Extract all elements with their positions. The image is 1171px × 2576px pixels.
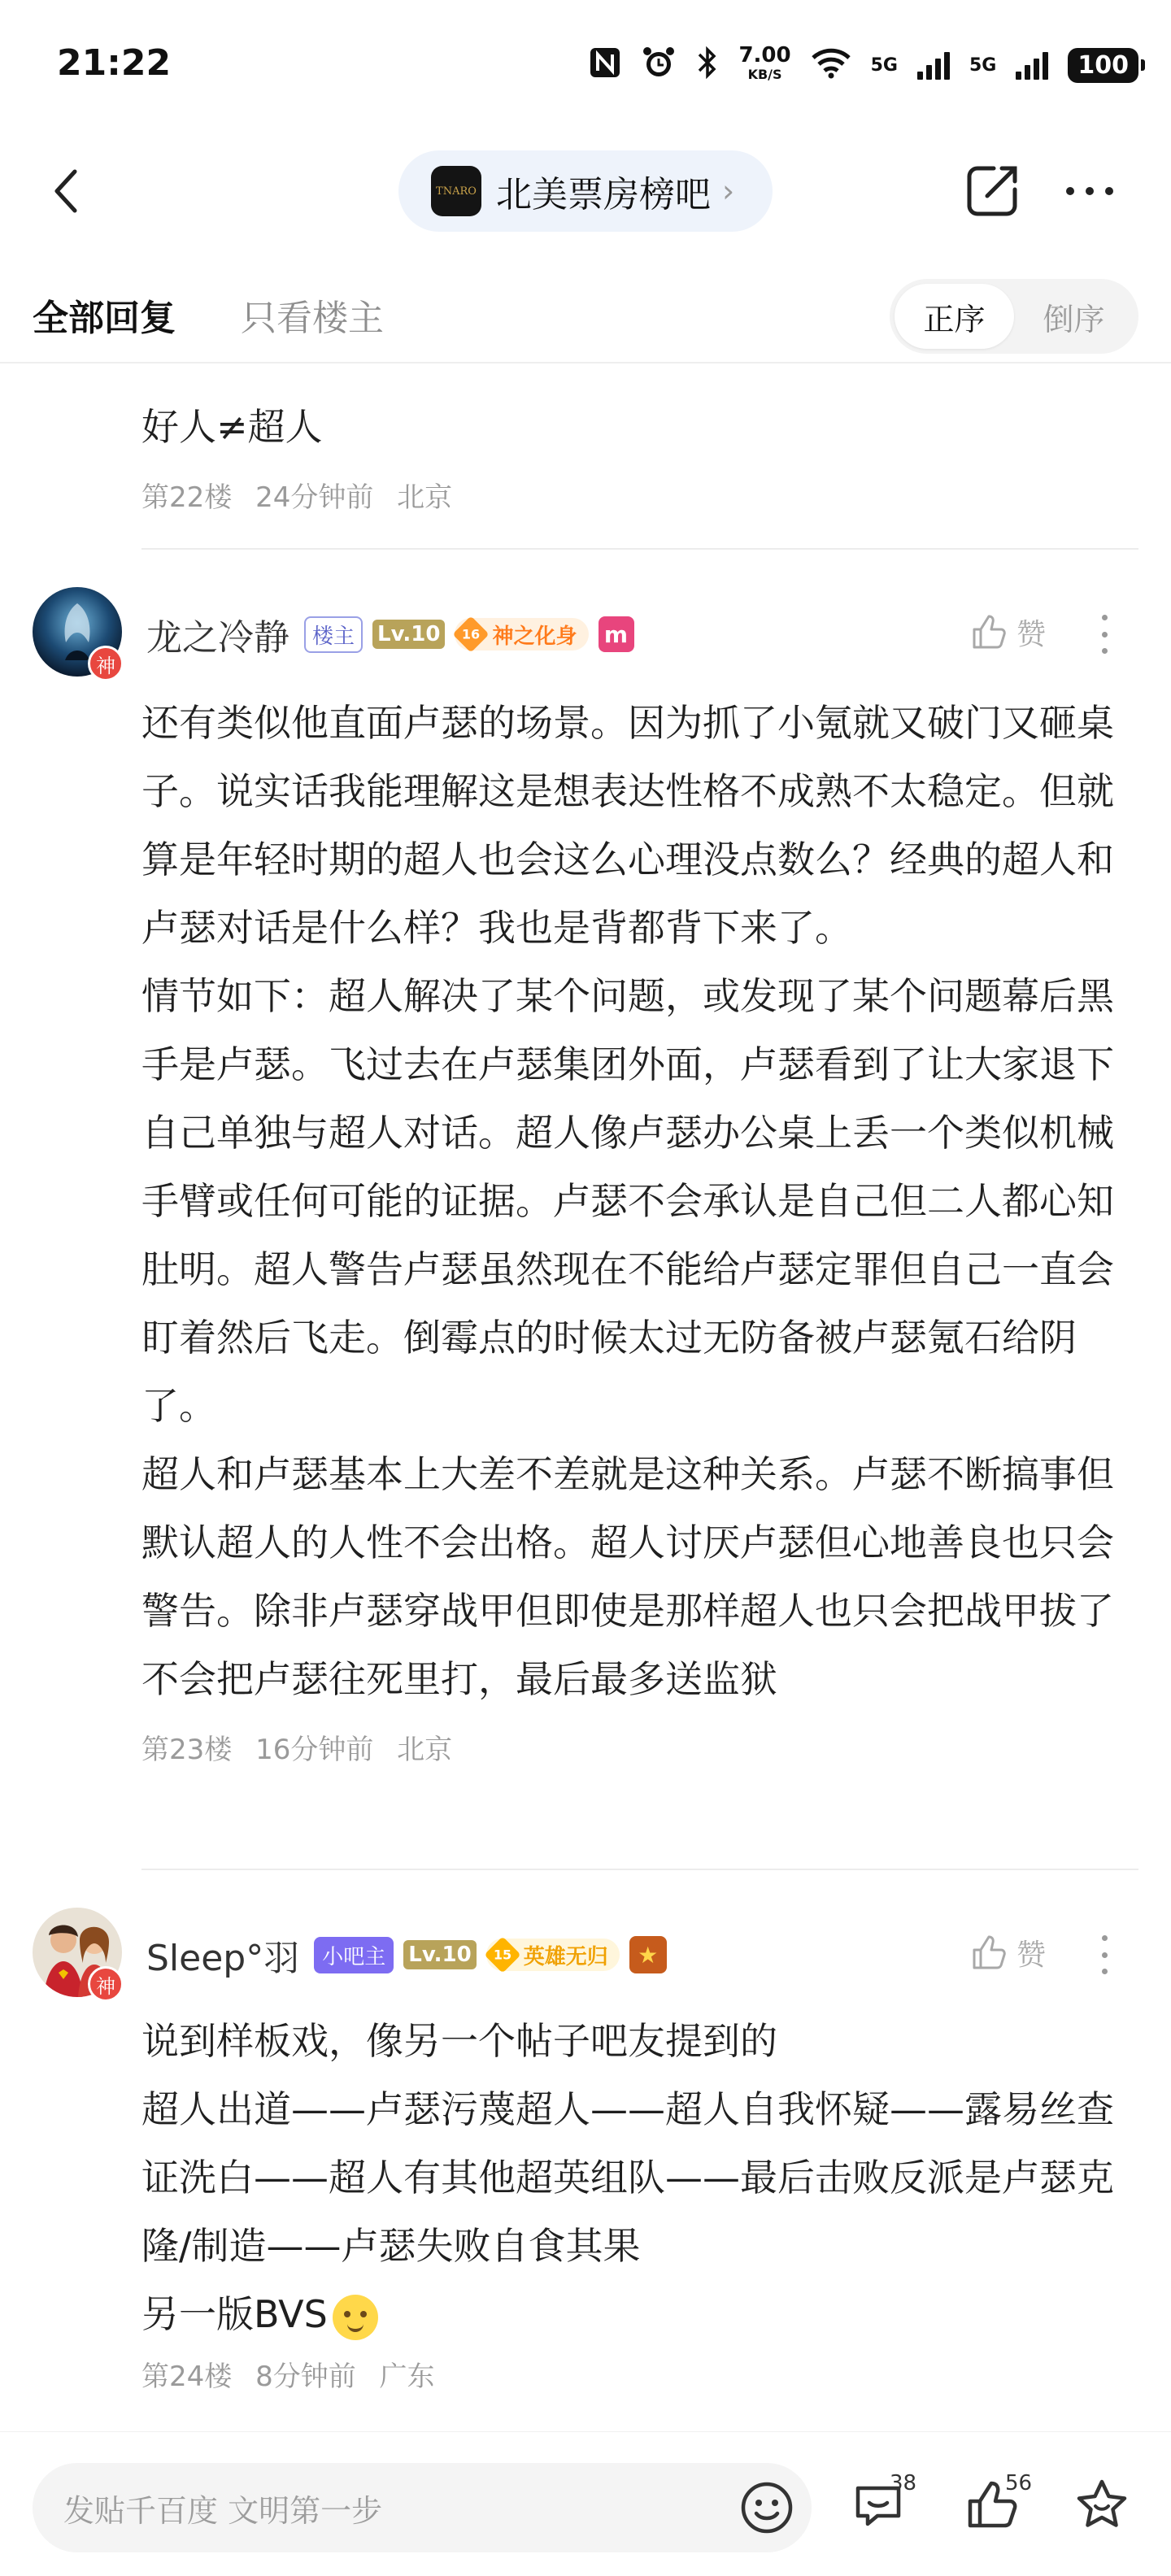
- more-dot-icon: [1102, 632, 1108, 637]
- emoji-smile-icon: [738, 2479, 795, 2536]
- post-paragraph-with-emoji: [141, 2280, 1138, 2348]
- member-badge-icon: m: [599, 616, 634, 652]
- status-bar: [0, 0, 1171, 122]
- post-meta: [141, 479, 1138, 516]
- reply-filter-bar: [0, 272, 1171, 363]
- post-floor: 第22楼: [141, 481, 233, 514]
- smiling-face-emoji-icon: [333, 2295, 378, 2340]
- top-nav-bar: [0, 142, 1171, 240]
- divider: [141, 1869, 1138, 1870]
- order-desc-button[interactable]: 倒序: [1043, 301, 1105, 337]
- post-meta: [141, 2358, 1138, 2395]
- like-count: 56: [1005, 2471, 1033, 2496]
- user-info: [146, 1932, 667, 1978]
- signal-bars-2-icon: [1016, 50, 1048, 80]
- avatar-god-badge: 神: [88, 646, 124, 681]
- signal-5g-label-1: 5G: [870, 54, 898, 76]
- order-toggle: [890, 279, 1138, 354]
- more-dot-icon: [1102, 648, 1108, 654]
- forum-name: 北美票房榜吧: [496, 174, 711, 215]
- alarm-icon: [641, 45, 677, 86]
- forum-entry-button[interactable]: [398, 150, 773, 232]
- shield-badge-icon: ★: [629, 1936, 667, 1973]
- back-arrow-icon: [47, 165, 83, 217]
- chevron-right-icon: ›: [722, 173, 735, 209]
- favorite-button[interactable]: [1061, 2465, 1143, 2546]
- like-button[interactable]: [969, 1932, 1046, 1973]
- comment-count: 38: [890, 2471, 917, 2496]
- honor-badge: [486, 1939, 620, 1971]
- network-speed-value: 7.00: [738, 43, 791, 67]
- like-label: 赞: [1016, 1939, 1047, 1972]
- more-dot-icon: [1105, 187, 1113, 195]
- divider: [141, 548, 1138, 550]
- network-speed-unit: KB/S: [747, 67, 782, 82]
- previous-post-tail: [141, 393, 1138, 516]
- share-edit-button[interactable]: [961, 160, 1023, 222]
- bluetooth-icon: [696, 45, 719, 86]
- order-asc-button[interactable]: 正序: [895, 284, 1014, 349]
- post-time: 24分钟前: [255, 481, 374, 514]
- signal-bars-1-icon: [917, 50, 950, 80]
- like-label: 赞: [1016, 618, 1047, 651]
- thumb-up-icon: [969, 1934, 1008, 1973]
- username[interactable]: Sleep°羽: [146, 1938, 300, 1979]
- comments-button[interactable]: [838, 2465, 919, 2546]
- honor-title: 神之化身: [492, 624, 577, 649]
- reply-input[interactable]: [33, 2463, 812, 2552]
- post-more-button[interactable]: [1096, 610, 1112, 659]
- post-paragraph: 另一版BVS: [141, 2292, 328, 2336]
- honor-level-icon: [453, 616, 490, 652]
- post-content: [141, 2007, 1138, 2395]
- user-info: [146, 611, 634, 657]
- post-location: 北京: [397, 1734, 453, 1766]
- more-dot-icon: [1102, 615, 1108, 620]
- post-location: 北京: [397, 481, 453, 514]
- level-badge: Lv.10: [403, 1940, 476, 1969]
- level-badge: Lv.10: [372, 620, 445, 649]
- thumb-up-icon: [969, 613, 1008, 652]
- post-time: 16分钟前: [255, 1734, 374, 1766]
- post-content: [141, 689, 1138, 1769]
- signal-5g-label-2: 5G: [969, 54, 997, 76]
- battery-indicator: 100: [1068, 48, 1138, 83]
- honor-level-icon: [484, 1936, 520, 1973]
- tab-op-only[interactable]: 只看楼主: [241, 298, 384, 339]
- avatar-god-badge: 神: [88, 1966, 124, 2002]
- nfc-icon: [589, 46, 621, 85]
- more-options-button[interactable]: [1053, 160, 1126, 222]
- tab-all-replies[interactable]: 全部回复: [33, 298, 176, 339]
- username[interactable]: 龙之冷静: [146, 617, 289, 659]
- wifi-icon: [811, 46, 851, 85]
- honor-title: 英雄无归: [523, 1944, 608, 1969]
- sub-moderator-tag: 小吧主: [314, 1937, 394, 1973]
- post-floor: 第24楼: [141, 2361, 233, 2393]
- post-location: 广东: [379, 2361, 435, 2393]
- bottom-action-bar: [0, 2431, 1171, 2576]
- emoji-picker-button[interactable]: [738, 2479, 795, 2536]
- post-paragraph: 说到样板戏，像另一个帖子吧友提到的: [141, 2019, 777, 2063]
- post-text-line: 好人≠超人: [141, 405, 323, 449]
- network-speed: [738, 43, 791, 85]
- forum-logo: TNARO: [431, 166, 481, 216]
- back-button[interactable]: [33, 159, 98, 224]
- star-icon: [1073, 2477, 1130, 2534]
- post-more-button[interactable]: [1096, 1930, 1112, 1979]
- honor-level: 16: [462, 626, 481, 642]
- more-dot-icon: [1102, 1935, 1108, 1941]
- post-paragraph: 超人和卢瑟基本上大差不差就是这种关系。卢瑟不断搞事但默认超人的人性不会出格。超人讨厌卢瑟但心地善良也只会警告。除非卢瑟穿战甲但即使是那样超人也只会把战甲拔了不会把卢瑟往死里打，最后最多送监狱: [141, 1452, 1114, 1701]
- more-dot-icon: [1066, 187, 1074, 195]
- post-paragraph: 还有类似他直面卢瑟的场景。因为抓了小氪就又破门又砸桌子。说实话我能理解这是想表达性格不成熟不太稳定。但就算是年轻时期的超人也会这么心理没点数么？经典的超人和卢瑟对话是什么样？我也是背都背下来了。: [141, 701, 1114, 950]
- status-time: 21:22: [57, 42, 172, 84]
- post-paragraph: 情节如下：超人解决了某个问题，或发现了某个问题幕后黑手是卢瑟。飞过去在卢瑟集团外面，卢瑟看到了让大家退下自己单独与超人对话。超人像卢瑟办公桌上丢一个类似机械手臂或任何可能的证据。卢瑟不会承认是自己但二人都心知肚明。超人警告卢瑟虽然现在不能给卢瑟定罪但自己一直会盯着然后飞走。倒霉点的时候太过无防备被卢瑟氪石给阴了。: [141, 974, 1114, 1428]
- post-paragraph: 超人出道——卢瑟污蔑超人——超人自我怀疑——露易丝查证洗白——超人有其他超英组队——最后击败反派是卢瑟克隆/制造——卢瑟失败自食其果: [141, 2087, 1114, 2268]
- more-dot-icon: [1102, 1969, 1108, 1974]
- op-tag: 楼主: [304, 616, 363, 653]
- like-button[interactable]: [969, 611, 1046, 653]
- more-dot-icon: [1086, 187, 1094, 195]
- post-time: 8分钟前: [255, 2361, 356, 2393]
- reply-input-placeholder: 发贴千百度 文明第一步: [63, 2492, 383, 2529]
- thread-like-button[interactable]: [951, 2465, 1033, 2546]
- honor-level: 15: [493, 1947, 511, 1963]
- post-meta: [141, 1731, 1138, 1769]
- honor-badge: [455, 618, 588, 651]
- edit-icon: [961, 160, 1023, 222]
- post-floor: 第23楼: [141, 1734, 233, 1766]
- status-icons: [589, 41, 1138, 89]
- more-dot-icon: [1102, 1952, 1108, 1958]
